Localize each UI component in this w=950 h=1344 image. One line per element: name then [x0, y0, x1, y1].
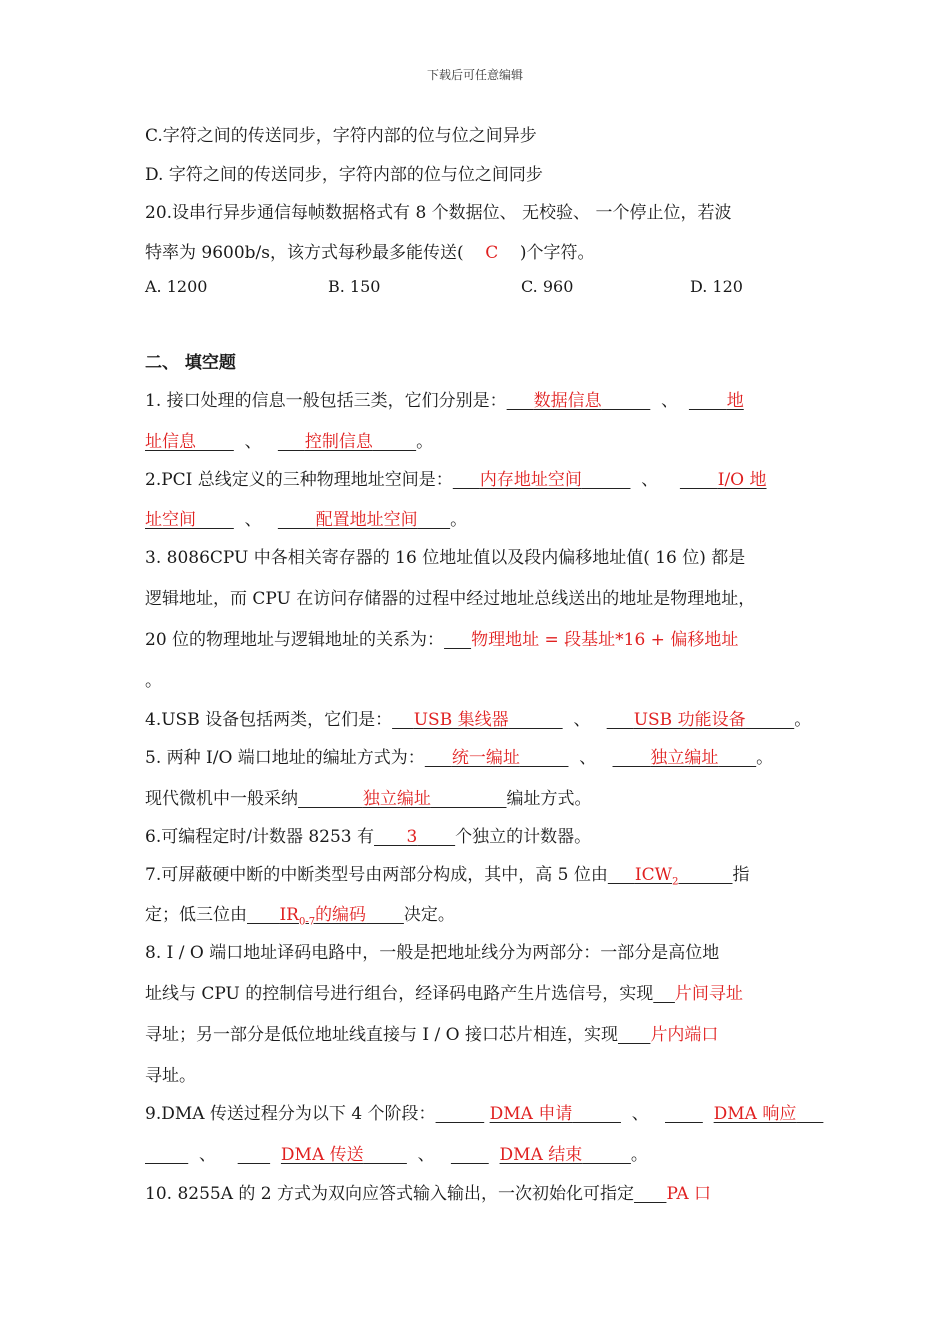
- answer-q2-1: 内存地址空间: [479, 470, 582, 490]
- answer-q6: 3: [406, 827, 418, 847]
- fill-q8-line3: 寻址；另一部分是低位地址线直接与 I / O 接口芯片相连，实现 片内端口: [145, 1025, 719, 1045]
- fill-q8-line4: 寻址。: [145, 1066, 196, 1086]
- fill-q3-line1: 3. 8086CPU 中各相关寄存器的 16 位地址值以及段内偏移地址值( 16 位) 都是: [145, 548, 746, 568]
- fill-q1-line2: 址信息 、 控制信息 。: [145, 432, 434, 452]
- answer-q4-1: USB 集线器: [413, 710, 509, 730]
- answer-q1-2b: 址信息: [145, 432, 196, 452]
- option-b: B. 150: [328, 277, 381, 296]
- answer-q1-3: 控制信息: [304, 432, 373, 452]
- answer-q2-3: 配置地址空间: [315, 510, 418, 530]
- answer-q5-1: 统一编址: [451, 748, 520, 768]
- fill-q3-line4: 。: [145, 671, 162, 691]
- answer-q5-3: 独立编址: [362, 789, 431, 809]
- fill-q6: 6.可编程定时/计数器 8253 有 3 个独立的计数器。: [145, 827, 592, 847]
- answer-q4-2: USB 功能设备: [633, 710, 746, 730]
- answer-q20: C: [485, 243, 499, 263]
- answer-q9-1: DMA 申请: [489, 1104, 573, 1124]
- fill-q8-line2: 址线与 CPU 的控制信号进行组台，经译码电路产生片选信号，实现 片间寻址: [145, 984, 743, 1004]
- fill-q1-line1: 1. 接口处理的信息一般包括三类，它们分别是： 数据信息 、 地: [145, 391, 744, 411]
- answer-q2-2a: I/O 地: [717, 470, 767, 490]
- fill-q5-line1: 5. 两种 I/O 端口地址的编址方式为： 统一编址 、 独立编址 。: [145, 748, 774, 768]
- answer-q8-1: 片间寻址: [674, 984, 743, 1004]
- fill-q2-line1: 2.PCI 总线定义的三种物理地址空间是： 内存地址空间 、 I/O 地: [145, 470, 767, 490]
- answer-q8-2: 片内端口: [650, 1025, 719, 1045]
- fill-q3-line2: 逻辑地址，而 CPU 在访问存储器的过程中经过地址总线送出的地址是物理地址，: [145, 589, 756, 609]
- answer-q1-1: 数据信息: [533, 391, 602, 411]
- option-c-text: C.字符之间的传送同步，字符内部的位与位之间异步: [145, 126, 537, 146]
- section-title: 二、 填空题: [145, 353, 236, 373]
- answer-q7-2: $IR_{0-7}$的编码: [279, 905, 367, 928]
- option-d-text: D. 字符之间的传送同步，字符内部的位与位之间同步: [145, 165, 543, 185]
- answer-q9-2: DMA 响应: [713, 1104, 797, 1124]
- fill-q3-line3: 20 位的物理地址与逻辑地址的关系为： 物理地址 = 段基址*16 + 偏移地址: [145, 630, 739, 650]
- fill-q7-line1: 7.可屏蔽硬中断的中断类型号由两部分构成，其中，高 5 位由 $ICW_2$ 指: [145, 865, 750, 888]
- fill-q5-line2: 现代微机中一般采纳 独立编址 编址方式。: [145, 789, 592, 809]
- answer-q3: 物理地址 = 段基址*16 + 偏移地址: [471, 630, 739, 650]
- fill-q10-line1: 10. 8255A 的 2 方式为双向应答式输入输出，一次初始化可指定 PA 口: [145, 1184, 712, 1204]
- option-a: A. 1200: [145, 277, 208, 296]
- answer-q9-3: DMA 传送: [280, 1145, 364, 1165]
- answer-q2-2b: 址空间: [145, 510, 196, 530]
- answer-q7-1: $ICW_2$: [634, 865, 679, 888]
- option-d: D. 120: [690, 277, 743, 296]
- answer-q9-4: DMA 结束: [499, 1145, 583, 1165]
- page-header: 下载后可任意编辑: [426, 68, 523, 82]
- question-20-line2: 特率为 9600b/s，该方式每秒最多能传送( C )个字符。: [145, 243, 595, 263]
- option-c: C. 960: [521, 277, 574, 296]
- fill-q9-line2: 、 DMA 传送 、 DMA 结束 。: [188, 1145, 648, 1165]
- fill-q7-line2: 定；低三位由 $IR_{0-7}$的编码 决定。: [145, 905, 455, 928]
- fill-q2-line2: 址空间 、 配置地址空间 。: [145, 510, 468, 530]
- question-20-line1: 20.设串行异步通信每帧数据格式有 8 个数据位、 无校验、 一个停止位，若波: [145, 203, 732, 223]
- fill-q8-line1: 8. I / O 端口地址译码电路中，一般是把地址线分为两部分：一部分是高位地: [145, 943, 720, 963]
- fill-q9-line1: 9.DMA 传送过程分为以下 4 个阶段： DMA 申请 、 DMA 响应: [145, 1104, 797, 1124]
- fill-q4: 4.USB 设备包括两类，它们是： USB 集线器 、 USB 功能设备 。: [145, 710, 812, 730]
- answer-q5-2: 独立编址: [650, 748, 719, 768]
- answer-q1-2a: 地: [726, 391, 744, 411]
- answer-q10: PA 口: [666, 1184, 712, 1204]
